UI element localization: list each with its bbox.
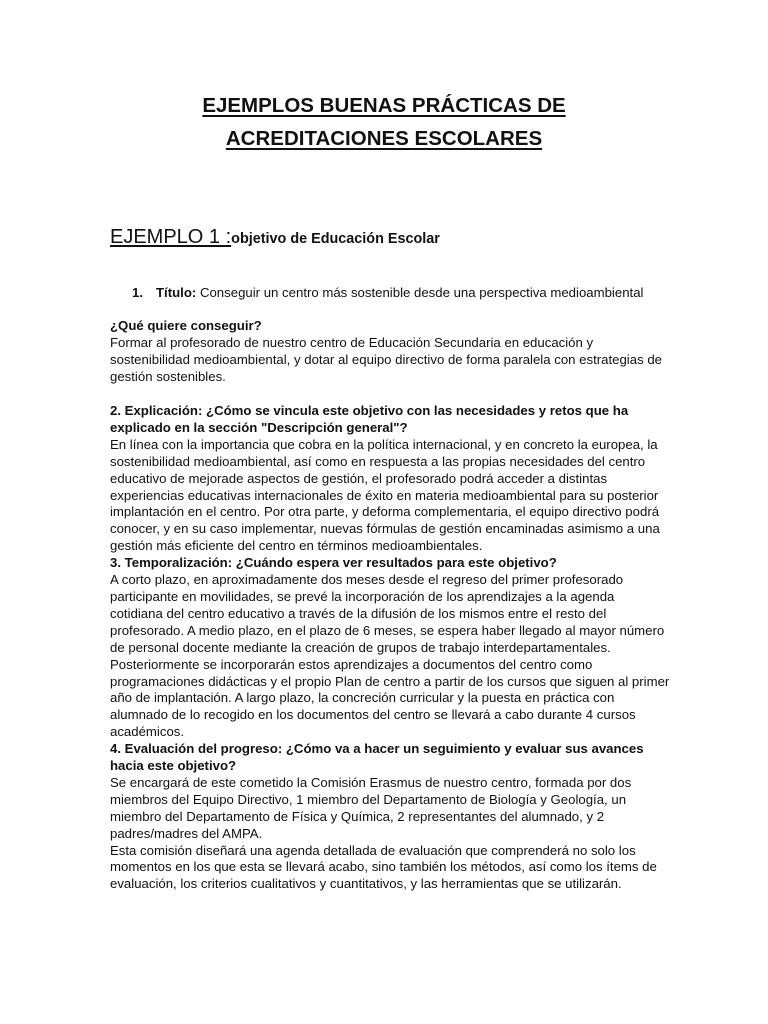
section-text: Esta comisión diseñará una agenda detallada de evaluación que comprenderá no solo los momentos en los que esta se llevará acabo, sino también los métodos, así como los ítems de evaluación, los criterios cualitativos y cuantitativos, y las herramientas que se utilizarán. [110, 842, 657, 892]
section-text: Se encargará de este cometido la Comisión Erasmus de nuestro centro, formada por dos miembros del Equipo Directivo, 1 miembro del Departamento de Biología y Geología, un miembro del Departamento de Física y Química, 2 representantes del alumnado, y 2 padres/madres del AMPA. [110, 774, 632, 841]
section-heading: ¿Qué quiere conseguir? [110, 318, 262, 333]
example-subtitle: objetivo de Educación Escolar [231, 231, 440, 247]
document-title [150, 89, 618, 155]
section-heading: 3. Temporalización: ¿Cuándo espera ver resultados para este objetivo? [110, 555, 557, 571]
section-que-quiere [110, 318, 670, 386]
title-line-2: ACREDITACIONES ESCOLARES [225, 127, 543, 150]
item-titulo [132, 284, 643, 301]
item-label: Título: [156, 285, 197, 300]
section-explicacion [110, 403, 670, 893]
example-heading [110, 222, 440, 250]
section-heading: 2. Explicación: ¿Cómo se vincula este objetivo con las necesidades y retos que ha explicado en la sección "Descripción general"? [110, 403, 629, 435]
section-text: Formar al profesorado de nuestro centro de Educación Secundaria en educación y sostenibilidad medioambiental, y dotar al equipo directivo de forma paralela con estrategias de gestión sostenibles. [110, 334, 663, 384]
section-text: En línea con la importancia que cobra en la política internacional, y en concreto la europea, la sostenibilidad medioambiental, así como en respuesta a las propias necesidades del centro educativo de mejorade aspectos de gestión, el profesorado podrá acceder a distintas experiencias educativas internacionales de éxito en materia medioambiental para su posterior implantación en el centro. Por otra parte, y deforma complementaria, el equipo directivo podrá conocer, y en su caso implementar, nuevas fórmulas de gestión encaminadas asimismo a una gestión más eficiente del centro en términos medioambientales. [110, 436, 660, 554]
section-heading: 4. Evaluación del progreso: ¿Cómo va a hacer un seguimiento y evaluar sus avances hacia este objetivo? [110, 741, 644, 774]
item-text: Conseguir un centro más sostenible desde una perspectiva medioambiental [196, 285, 644, 300]
example-label: EJEMPLO 1 : [110, 226, 232, 248]
title-line-1: EJEMPLOS BUENAS PRÁCTICAS DE [202, 94, 566, 117]
item-number: 1. [132, 285, 143, 300]
section-text: A corto plazo, en aproximadamente dos meses desde el regreso del primer profesorado participante en movilidades, se prevé la incorporación de los aprendizajes a la agenda cotidiana del centro educativo a través de la difusión de los mismos entre el resto del profesorado. A medio plazo, en el plazo de 6 meses, se espera haber llegado al mayor número de personal docente mediante la creación de grupos de trabajo interdepartamentales. Posteriormente se incorporarán estos aprendizajes a documentos del centro como programaciones didácticas y el propio Plan de centro a partir de los cursos que siguen al primer año de implantación. A largo plazo, la concreción curricular y la puesta en práctica con alumnado de lo recogido en los documentos del centro se llevará a cabo durante 4 cursos académicos. [110, 572, 670, 740]
